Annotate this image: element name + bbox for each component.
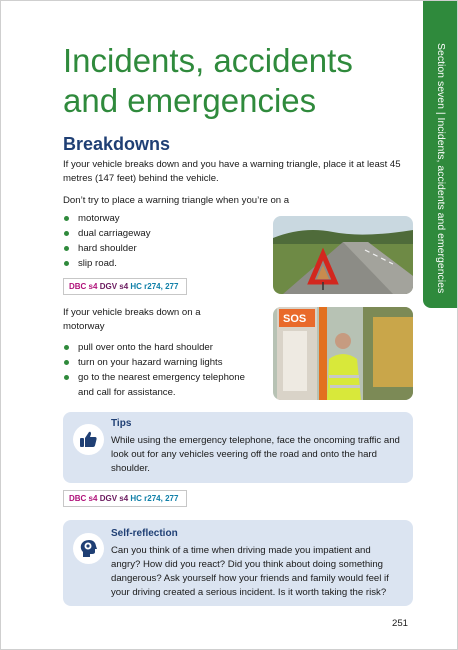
chapter-title: Incidents, accidents and emergencies — [63, 42, 353, 119]
section-tab-label: Section seven | Incidents, accidents and emergencies — [435, 43, 447, 294]
emergency-telephone-photo — [273, 307, 413, 400]
ref-dbc: DBC s4 — [69, 282, 98, 291]
motorway-lead-paragraph: If your vehicle breaks down on a motorway — [63, 307, 201, 332]
tips-callout — [63, 412, 413, 483]
ref-hc: HC r274, 277 — [130, 282, 179, 291]
list-item: motorway — [63, 211, 253, 226]
triangle-rule-paragraph: Don’t try to place a warning triangle when you’re on a — [63, 195, 290, 206]
ref-dbc: DBC s4 — [69, 494, 98, 503]
self-reflection-callout — [63, 520, 413, 606]
list-item: dual carriageway — [63, 226, 253, 241]
tips-title: Tips — [111, 418, 132, 429]
motorway-steps-list — [63, 340, 263, 400]
self-reflection-body: Can you think of a time when driving made you impatient and angry? How did you react? Did you think about doing something dangerous? Ask yourself how your friends and family would feel if your driving created a serious incident. Is it worth taking the risk? — [111, 545, 389, 598]
sos-sign: SOS — [283, 313, 307, 325]
thumbs-up-icon — [73, 424, 104, 455]
list-item: hard shoulder — [63, 241, 253, 256]
list-item: pull over onto the hard shoulder — [63, 340, 263, 355]
reference-box — [63, 490, 187, 507]
ref-hc: HC r274, 277 — [130, 494, 179, 503]
self-reflection-title: Self-reflection — [111, 528, 178, 539]
tips-body: While using the emergency telephone, face the oncoming traffic and look out for any vehicles veering off the road and onto the hard shoulder. — [111, 435, 400, 474]
triangle-road-list — [63, 211, 253, 271]
intro-paragraph: If your vehicle breaks down and you have a warning triangle, place it at least 45 metres (147 feet) behind the vehicle. — [63, 159, 401, 184]
section-heading: Breakdowns — [63, 134, 171, 154]
head-brain-icon — [73, 533, 104, 564]
page-number: 251 — [392, 618, 409, 629]
section-tab — [423, 1, 457, 308]
list-item: turn on your hazard warning lights — [63, 355, 263, 370]
list-item: go to the nearest emergency telephone and call for assistance. — [63, 370, 263, 400]
ref-dgv: DGV s4 — [99, 282, 129, 291]
warning-triangle-photo — [273, 216, 413, 294]
ref-dgv: DGV s4 — [99, 494, 129, 503]
reference-box — [63, 278, 187, 295]
list-item: slip road. — [63, 256, 253, 271]
